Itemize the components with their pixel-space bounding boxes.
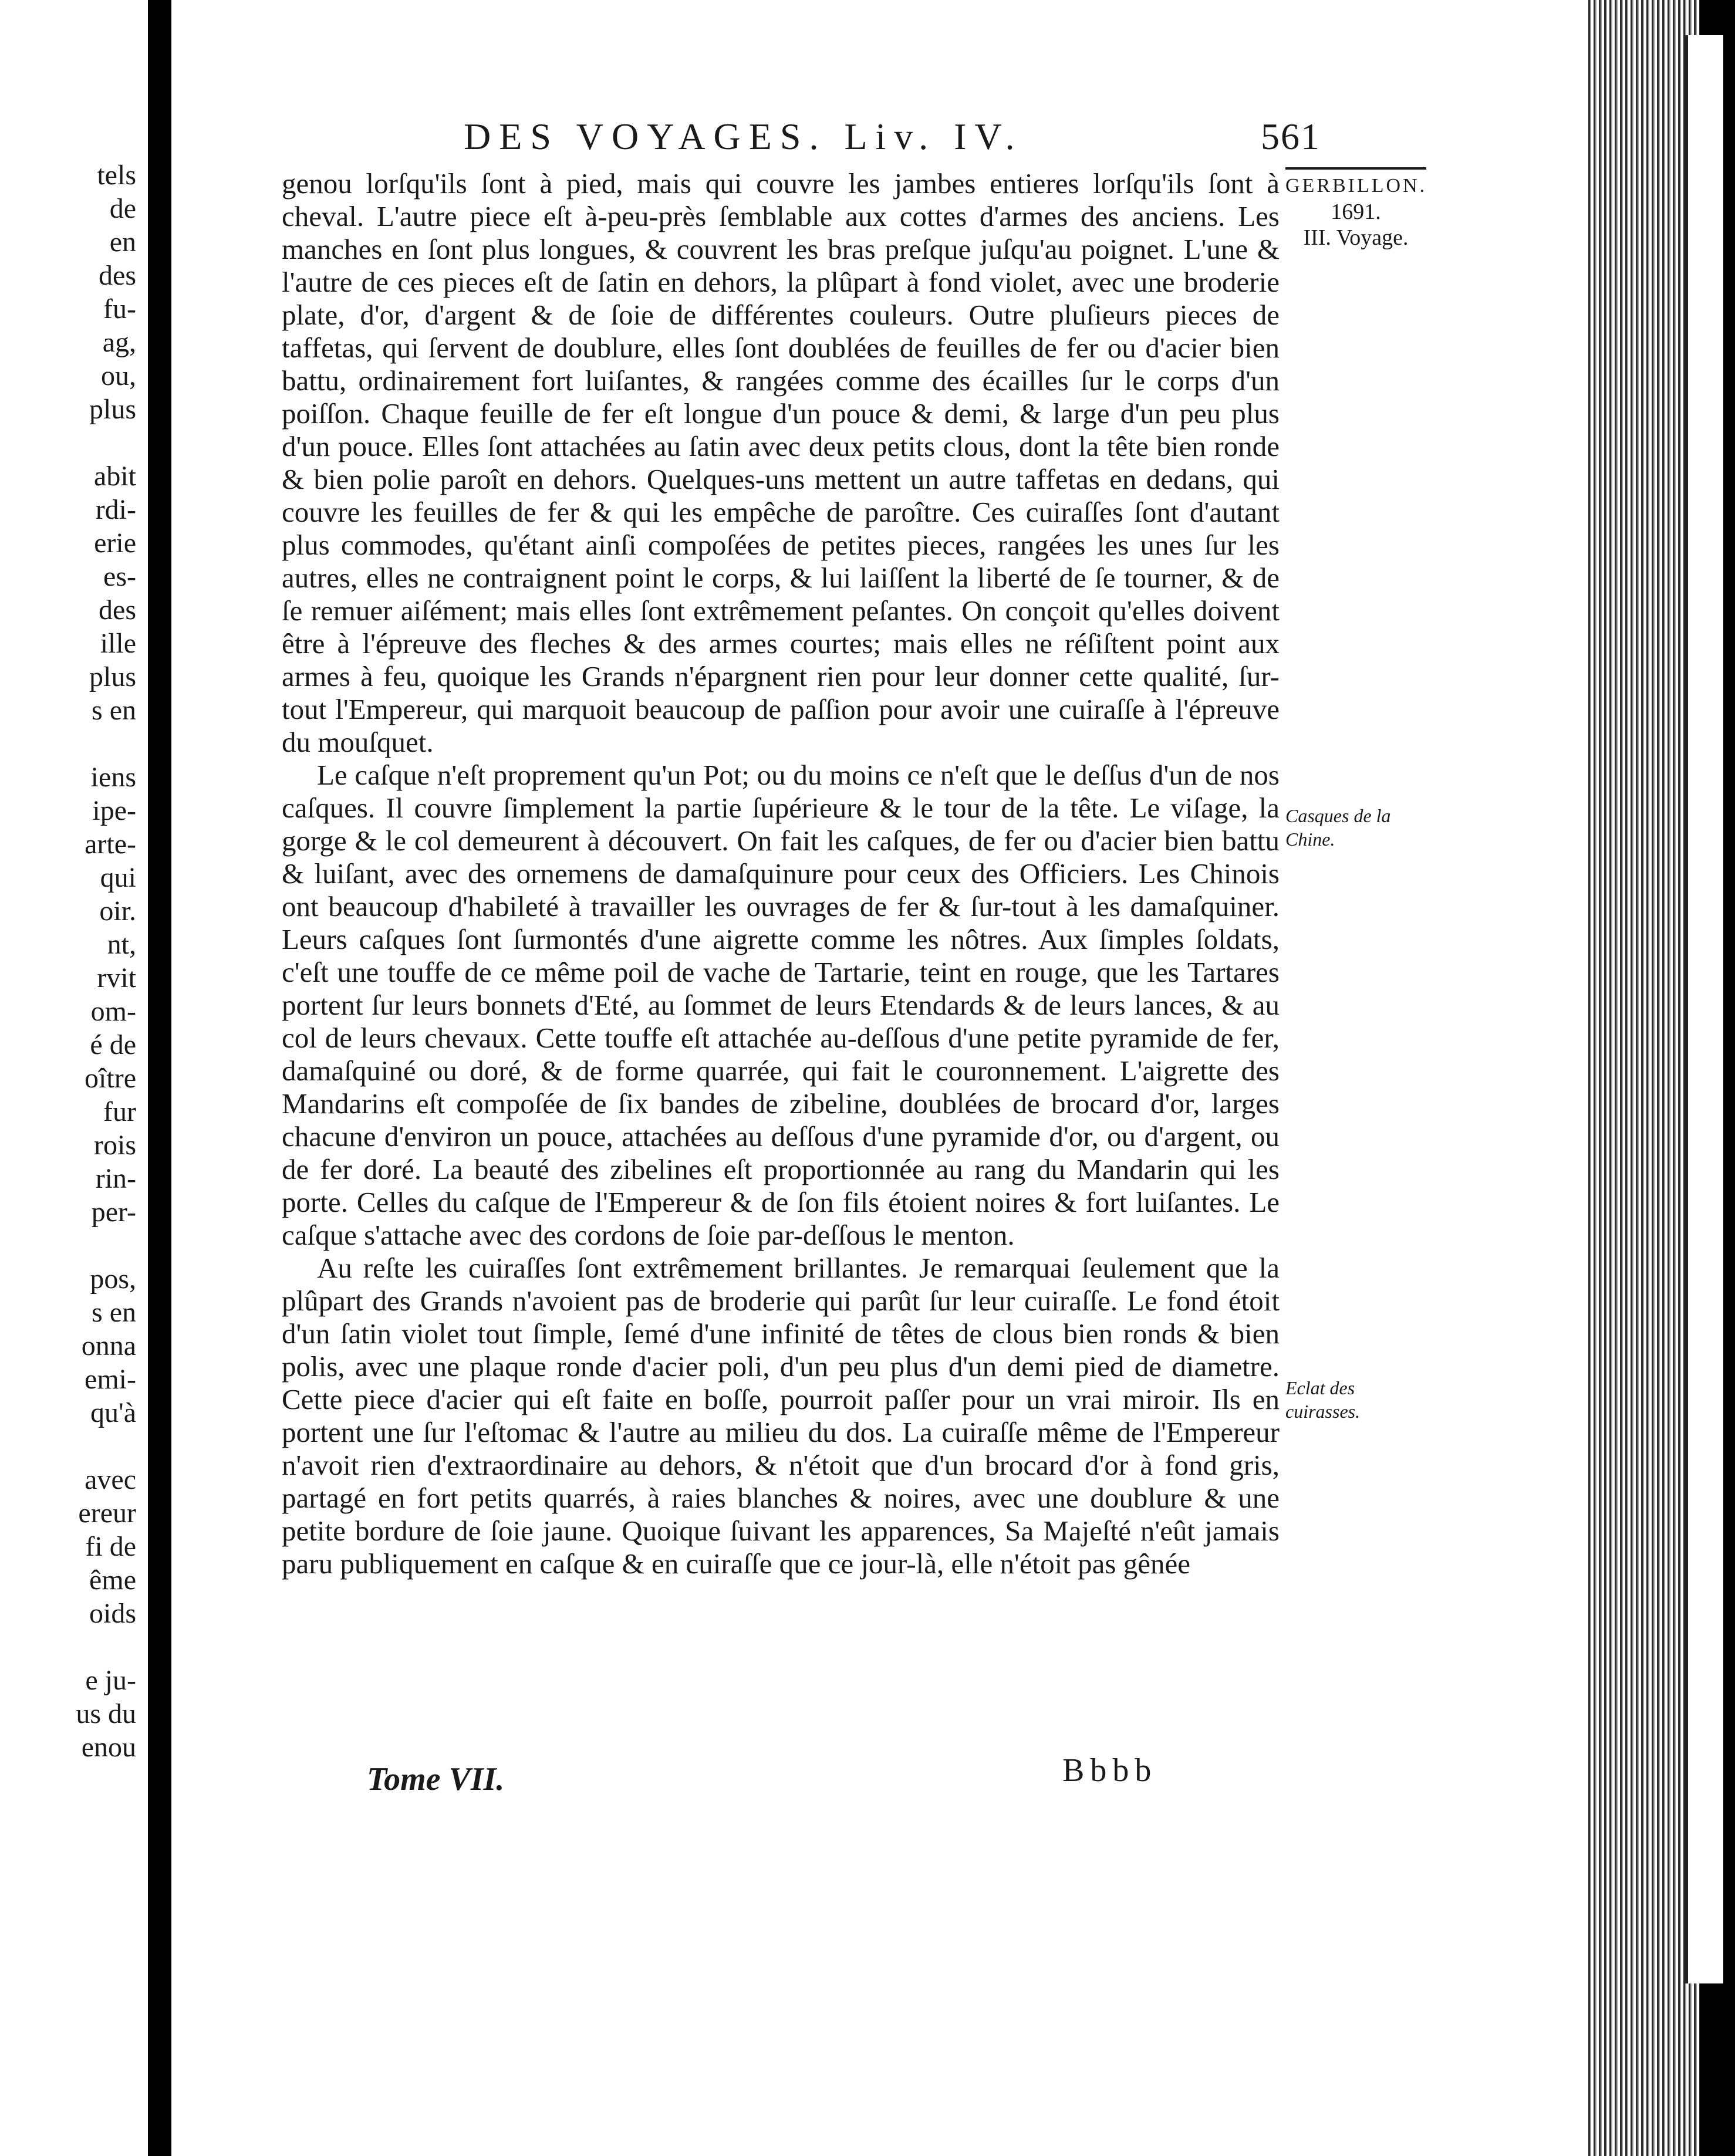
previous-page-fragment: rois [94, 1130, 136, 1161]
previous-page-fragment: plus [89, 394, 136, 425]
margin-note-voyage: III. Voyage. [1303, 225, 1409, 250]
previous-page-fragment: ereur [78, 1498, 136, 1529]
page-edges [1588, 0, 1700, 2156]
previous-page-fragment: oître [85, 1063, 136, 1094]
previous-page-fragment: enou [81, 1732, 136, 1763]
previous-page-fragment: rin- [95, 1163, 136, 1194]
previous-page-fragment: des [99, 594, 136, 626]
previous-page-fragment: ipe- [92, 795, 136, 826]
previous-page-fragment: tels [97, 160, 136, 191]
previous-page-fragment: des [99, 260, 136, 291]
previous-page-fragment: per- [91, 1197, 136, 1228]
paragraph-casques: Le caſque n'eſt proprement qu'un Pot; ou du moins ce n'eſt que le deſſus d'un de nos caſques. Il couvre ſimplement la partie ſupérieure & le tour de la tête. Le viſage, la gorge & le col demeurent à découvert. On fait les caſques, de fer ou d'acier bien battu & luiſant, avec des ornemens de damaſquinure pour ceux des Officiers. Les Chinois ont beaucoup d'habileté à travailler les ouvrages de fer & ſur-tout à les damaſquiner. Leurs caſques ſont ſurmontés d'une aigrette comme les nôtres. Aux ſimples ſoldats, c'eſt une touffe de ce même poil de vache de Tartarie, teint en rouge, que les Tartares portent ſur leurs bonnets d'Eté, au ſommet de leurs Etendards & de leurs lances, & au col de leurs chevaux. Cette touffe eſt attachée au-deſſous d'une petite pyramide de fer, damaſquiné ou doré, & de forme quarrée, qui fait le couronnement. L'aigrette des Mandarins eſt compoſée de ſix bandes de zibeline, doublées de brocard d'or, larges chacune d'environ un pouce, attachées au deſſous d'une pyramide d'or, ou d'argent, ou de fer doré. La beauté des zibelines eſt proportionnée au rang du Mandarin qui les porte. Celles du caſque de l'Empereur & de ſon fils étoient noires & fort luiſantes. Le caſque s'attache avec des cordons de ſoie par-deſſous le menton. [282, 759, 1280, 1251]
previous-page-blank [0, 727, 136, 761]
previous-page-fragment: es- [103, 561, 136, 592]
previous-page-blank [0, 1229, 136, 1262]
body-text [282, 167, 1280, 1580]
previous-page-fragment: pos, [90, 1263, 136, 1295]
previous-page [0, 0, 148, 2156]
margin-note-author: GERBILLON. [1285, 175, 1427, 197]
previous-page-fragment: ille [100, 628, 136, 659]
footer-signature: Bbbb [1062, 1752, 1157, 1789]
previous-page-fragment: oir. [99, 895, 136, 927]
footer-volume: Tome VII. [367, 1761, 505, 1797]
previous-page-fragment: ême [89, 1564, 136, 1596]
previous-page-fragment: ag, [102, 327, 136, 358]
previous-page-fragment: fur [103, 1096, 136, 1127]
page-edge-lip [1685, 35, 1723, 1983]
previous-page-fragment: e ju- [85, 1665, 136, 1696]
paragraph-eclat: Au reſte les cuiraſſes ſont extrêmement brillantes. Je remarquai ſeulement que la plûpart des Grands n'avoient pas de broderie qui parût ſur leur cuiraſſe. Le fond étoit d'un ſatin violet tout ſimple, ſemé d'une infinité de têtes de clous bien ronds & bien polis, avec une plaque ronde d'acier poli, d'un peu plus d'un demi pied de diametre. Cette piece d'acier qui eſt faite en boſſe, pourroit paſſer pour un vrai miroir. Ils en portent une ſur l'eſtomac & l'autre au milieu du dos. La cuiraſſe même de l'Empereur n'avoit rien d'extraordinaire au dehors, & n'étoit que d'un brocard d'or à fond gris, partagé en fort petits quarrés, à raies blanches & noires, avec une doublure & une petite bordure de ſoie jaune. Quoique ſuivant les apparences, Sa Majeſté n'eût jamais paru publiquement en caſque & en cuiraſſe que ce jour-là, elle n'étoit pas gênée [282, 1252, 1280, 1580]
previous-page-fragment: plus [89, 661, 136, 692]
previous-page-blank [0, 1430, 136, 1463]
previous-page-fragment: qu'à [90, 1397, 136, 1428]
margin-rule [1285, 167, 1426, 170]
previous-page-fragment: en [109, 227, 136, 258]
page-number: 561 [1261, 116, 1321, 157]
previous-page-fragment: erie [94, 528, 136, 559]
previous-page-fragment: abit [94, 461, 136, 492]
book-gutter [148, 0, 171, 2156]
previous-page-fragment: fu- [103, 293, 136, 325]
previous-page-fragment: de [109, 193, 136, 224]
previous-page-text [0, 158, 136, 1764]
paragraph-cuirasses: genou lorſqu'ils ſont à pied, mais qui couvre les jambes entieres lorſqu'ils ſont à cheval. L'autre piece eſt à-peu-près ſemblable aux cottes d'armes des anciens. Les manches en ſont plus longues, & couvrent les bras preſque juſqu'au poignet. L'une & l'autre de ces pieces eſt de ſatin en dehors, la plûpart à fond violet, avec une broderie plate, d'or, d'argent & de ſoie de différentes couleurs. Outre pluſieurs pieces de taffetas, qui ſervent de doublure, elles ſont doublées de feuilles de fer ou d'acier bien battu, ordinairement fort luiſantes, & rangées comme des écailles ſur le corps d'un poiſſon. Chaque feuille de fer eſt longue d'un pouce & demi, & large d'un peu plus d'un pouce. Elles ſont attachées au ſatin avec deux petits clous, dont la tête bien ronde & bien polie paroît en dehors. Quelques-uns mettent un autre taffetas en dedans, qui couvre les feuilles de fer & qui les empêche de paroître. Ces cuiraſſes ſont d'autant plus commodes, qu'étant ainſi compoſées de petites pieces, rangées les unes ſur les autres, elles ne contraignent point le corps, & lui laiſſent la liberté de ſe tourner, & de ſe remuer aiſément; mais elles ſont extrêmement peſantes. On conçoit qu'elles doivent être à l'épreuve des fleches & des armes courtes; mais elles ne réſiſtent point aux armes à feu, quoique les Grands n'épargnent rien pour leur donner cette qualité, ſur-tout l'Empereur, qui marquoit beaucoup de paſſion pour avoir une cuiraſſe à l'épreuve du mouſquet. [282, 167, 1280, 758]
previous-page-fragment: rdi- [95, 494, 136, 525]
previous-page-fragment: ou, [101, 360, 136, 391]
previous-page-fragment: emi- [85, 1364, 136, 1395]
previous-page-fragment: é de [90, 1029, 136, 1060]
margin-note-eclat: Eclat des cuirasses. [1285, 1377, 1361, 1422]
previous-page-fragment: oids [89, 1598, 136, 1629]
previous-page-fragment: rvit [97, 962, 136, 993]
previous-page-blank [0, 426, 136, 459]
previous-page-fragment: om- [90, 996, 136, 1027]
running-title: DES VOYAGES. Liv. IV. [464, 116, 1023, 157]
previous-page-fragment: s en [92, 695, 136, 726]
previous-page-fragment: arte- [85, 829, 136, 860]
margin-note-year: 1691. [1331, 200, 1381, 224]
previous-page-fragment: qui [100, 862, 136, 893]
margin-note-casques: Casques de la Chine. [1285, 805, 1391, 850]
previous-page-fragment: avec [85, 1464, 136, 1495]
running-head [282, 115, 1321, 162]
margin-notes-top [1285, 167, 1426, 251]
previous-page-fragment: s en [92, 1297, 136, 1328]
previous-page-fragment: us du [76, 1698, 136, 1729]
previous-page-fragment: iens [90, 762, 136, 793]
previous-page-fragment: fi de [85, 1531, 136, 1562]
previous-page-fragment: onna [81, 1330, 136, 1361]
previous-page-blank [0, 1630, 136, 1664]
previous-page-fragment: nt, [107, 929, 136, 960]
